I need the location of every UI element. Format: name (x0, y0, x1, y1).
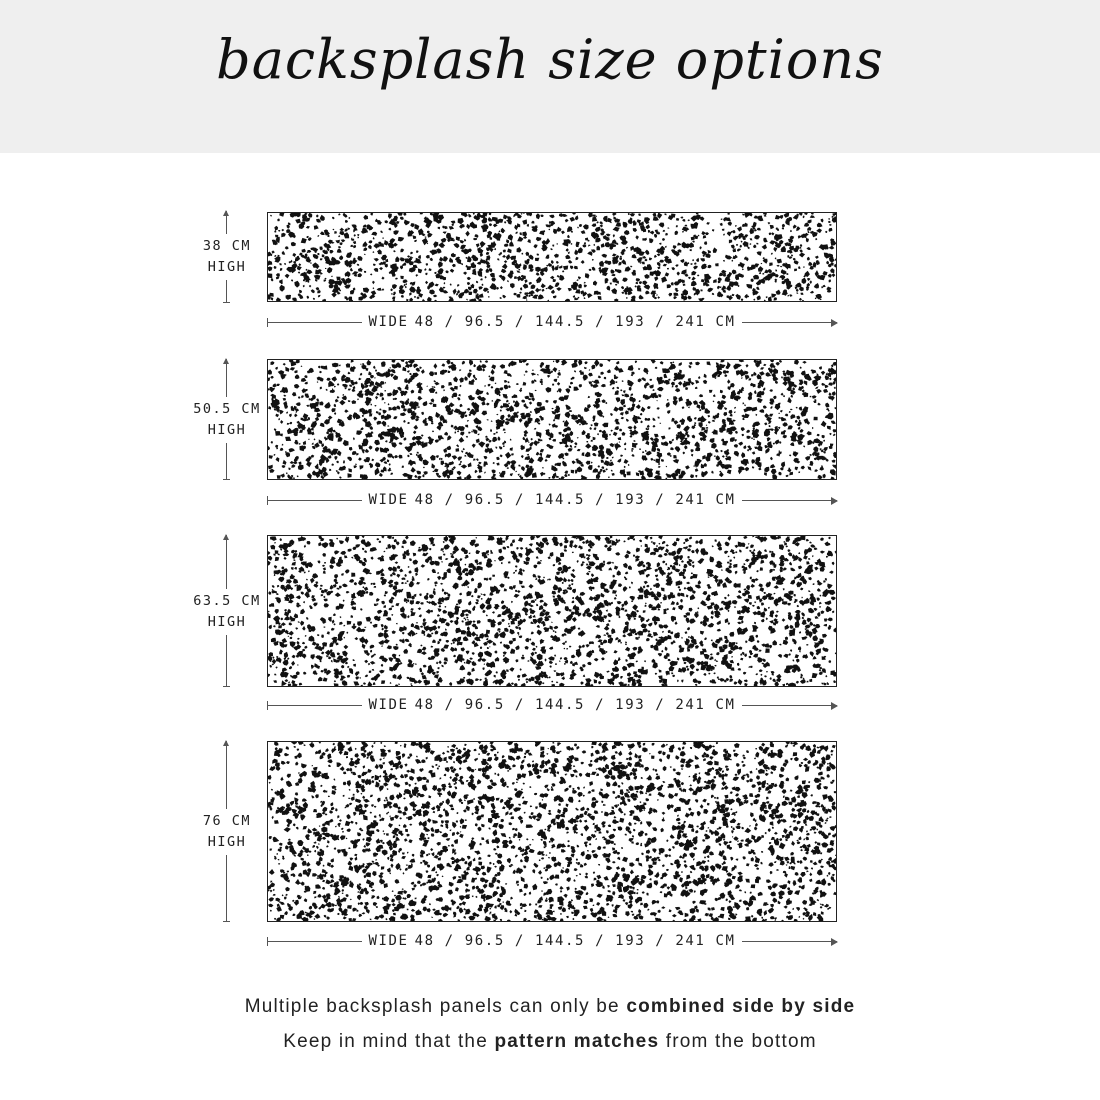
wide-word: WIDE (362, 492, 408, 508)
width-values: 48 / 96.5 / 144.5 / 193 / 241 CM (409, 314, 742, 330)
note-pattern (0, 1031, 1100, 1053)
height-label (180, 589, 274, 635)
height-value: 38 CM (202, 238, 252, 254)
header-band (0, 0, 1100, 153)
terrazzo-panel (267, 741, 837, 922)
height-label (180, 234, 274, 280)
height-value: 63.5 CM (193, 593, 261, 609)
note-pattern-suffix: from the bottom (665, 1031, 817, 1052)
width-label (267, 489, 837, 511)
height-word: HIGH (207, 614, 247, 630)
note-pattern-text: Keep in mind that the (283, 1031, 488, 1052)
width-values: 48 / 96.5 / 144.5 / 193 / 241 CM (409, 697, 742, 713)
terrazzo-pattern (268, 213, 836, 301)
height-word: HIGH (207, 834, 247, 850)
width-label (267, 311, 837, 333)
width-label (267, 930, 837, 952)
width-values: 48 / 96.5 / 144.5 / 193 / 241 CM (409, 492, 742, 508)
height-label (180, 397, 274, 443)
note-combine-text: Multiple backsplash panels can only be (244, 996, 620, 1017)
note-combine-bold: combined side by side (626, 996, 856, 1017)
wide-word: WIDE (362, 697, 408, 713)
terrazzo-pattern (268, 742, 836, 921)
width-values: 48 / 96.5 / 144.5 / 193 / 241 CM (409, 933, 742, 949)
terrazzo-panel (267, 359, 837, 480)
terrazzo-pattern (268, 536, 836, 686)
terrazzo-panel (267, 535, 837, 687)
height-word: HIGH (207, 422, 247, 438)
terrazzo-panel (267, 212, 837, 302)
width-label (267, 694, 837, 716)
height-value: 76 CM (202, 813, 252, 829)
page-title: backsplash size options (216, 28, 884, 91)
note-combine (0, 996, 1100, 1018)
terrazzo-pattern (268, 360, 836, 479)
height-word: HIGH (207, 259, 247, 275)
note-pattern-bold: pattern matches (494, 1031, 660, 1052)
height-value: 50.5 CM (193, 401, 261, 417)
wide-word: WIDE (362, 933, 408, 949)
height-label (180, 809, 274, 855)
wide-word: WIDE (362, 314, 408, 330)
